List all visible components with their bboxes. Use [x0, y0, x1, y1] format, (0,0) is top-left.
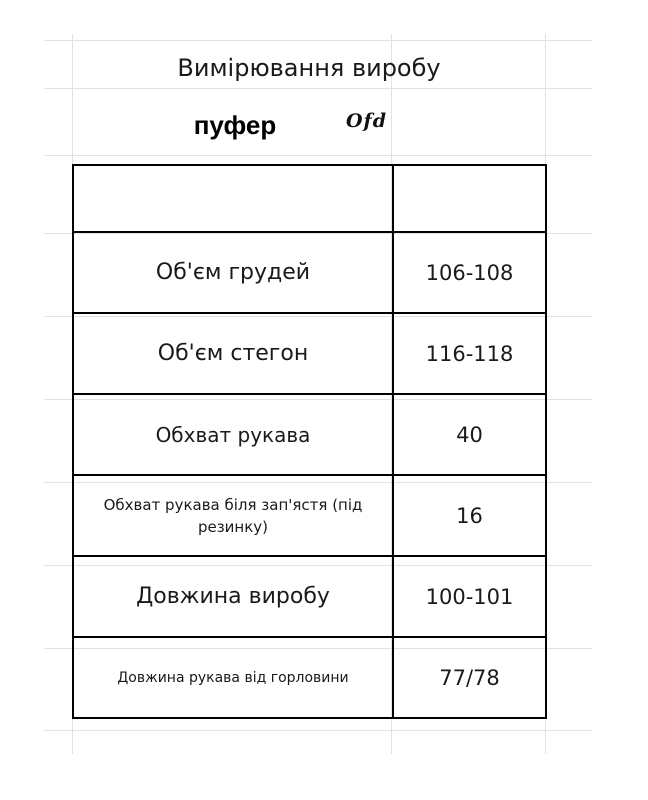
row-value[interactable]: 100-101	[393, 556, 546, 637]
table-row	[73, 637, 546, 718]
row-label[interactable]: Об'єм грудей	[73, 232, 393, 313]
table-row	[73, 556, 546, 637]
row-label[interactable]: Довжина виробу	[73, 556, 393, 637]
row-value[interactable]: 16	[393, 475, 546, 556]
brand-logo: Ofd	[346, 110, 388, 132]
header-cell-label[interactable]	[73, 165, 393, 232]
header-cell-value[interactable]	[393, 165, 546, 232]
row-value[interactable]: 40	[393, 394, 546, 475]
product-name: пуфер	[193, 109, 277, 140]
table-row	[73, 394, 546, 475]
row-label[interactable]: Обхват рукава біля зап'ястя (під резинку)	[73, 475, 393, 556]
table-header-row	[73, 165, 546, 232]
measurements-table	[72, 164, 547, 719]
table-row	[73, 475, 546, 556]
row-value[interactable]: 77/78	[393, 637, 546, 718]
sheet-title: Вимірювання виробу	[177, 54, 441, 82]
table-row	[73, 313, 546, 394]
row-value[interactable]: 106-108	[393, 232, 546, 313]
row-label[interactable]: Об'єм стегон	[73, 313, 393, 394]
table-row	[73, 232, 546, 313]
row-value[interactable]: 116-118	[393, 313, 546, 394]
row-label[interactable]: Обхват рукава	[73, 394, 393, 475]
row-label[interactable]: Довжина рукава від горловини	[73, 637, 393, 718]
